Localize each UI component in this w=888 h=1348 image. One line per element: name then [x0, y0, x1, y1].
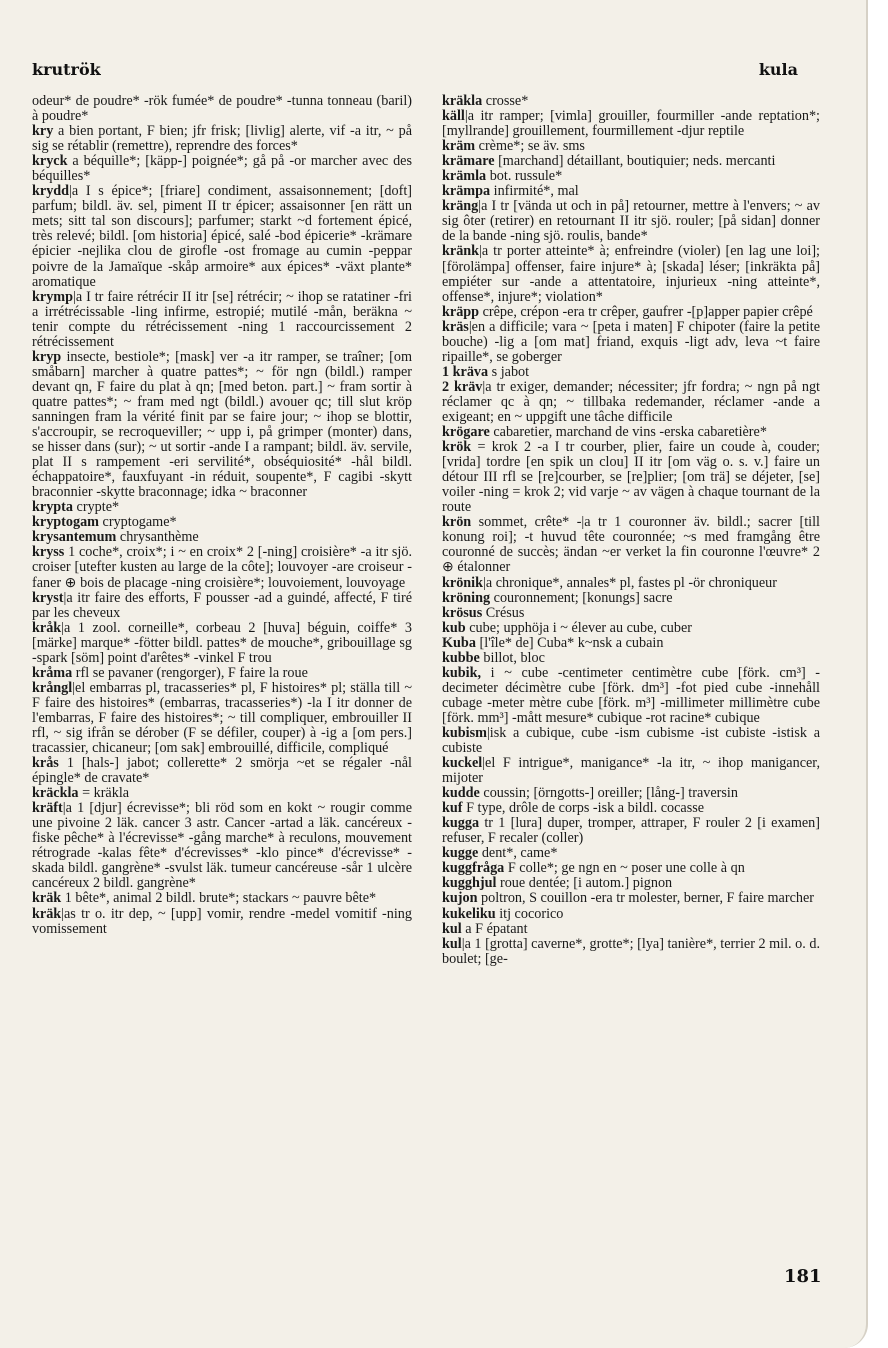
- entry-headword: kräs: [442, 318, 469, 335]
- entry-definition: s jabot: [488, 363, 530, 380]
- entry-headword: 1 kräva: [442, 363, 489, 380]
- dictionary-entry: [442, 861, 820, 876]
- entry-headword: kul: [442, 920, 462, 937]
- entry-definition: dent*, came*: [478, 845, 558, 862]
- entry-headword: kränk: [442, 243, 480, 260]
- entry-definition: crosse*: [482, 93, 529, 109]
- entry-definition: cryptogame*: [99, 514, 177, 531]
- entry-headword: krämla: [442, 168, 487, 185]
- entry-headword: kråk: [32, 619, 62, 636]
- dictionary-entry: [442, 109, 820, 139]
- entry-definition: |a itr faire des efforts, F pousser -ad a guindé, affecté, F tiré par les cheveux: [32, 589, 412, 621]
- entry-headword: krypta: [32, 499, 73, 516]
- entry-headword: krönik: [442, 574, 484, 591]
- page-number: 181: [784, 1266, 822, 1287]
- entry-definition: cube; upphöja i ~ élever au cube, cuber: [465, 619, 692, 636]
- entry-headword: kryptogam: [32, 514, 99, 531]
- entry-headword: krångl: [32, 679, 73, 696]
- entry-headword: krök: [442, 439, 472, 456]
- entry-definition: |en a difficile; vara ~ [peta i maten] F chipoter (faire la petite bouche) -lig a [om mat] friand, exquis -ligt adv, leva ~t faire ripaille*, se goberger: [442, 318, 820, 365]
- entry-headword: kräpp: [442, 303, 480, 320]
- entry-definition: |isk a cubique, cube -ism cubisme -ist cubiste -istisk a cubiste: [442, 724, 820, 757]
- entry-definition: roue dentée; [i autom.] pignon: [496, 875, 673, 892]
- entry-definition: billot, bloc: [479, 649, 545, 666]
- entry-headword: kul: [442, 935, 462, 952]
- dictionary-entry: [442, 816, 820, 846]
- entry-headword: krysantemum: [32, 529, 117, 546]
- entry-definition: |a I s épice*; [friare] condiment, assaisonnement; [doft] parfum; bildl. äv. sel, piment II tr épicer; assaisonner [en rätt un mets; sitt tal son discours]; parfumer; starkt ~d fortement épicé, très relevé; bildl. [om historia] épicé, salé -bod épicerie* -krämare épicier -nejlika clou de girofle -ost fromage au cumin -peppar poivre de la Jamaïque -skåp armoire* aux épices* -växt plante* aromatique: [32, 183, 412, 290]
- dictionary-entry: [32, 786, 412, 801]
- dictionary-entry: [442, 636, 820, 651]
- dictionary-entry: [442, 891, 820, 906]
- dictionary-entry: [442, 801, 820, 816]
- dictionary-entry: [32, 666, 412, 681]
- entry-definition: bot. russule*: [486, 168, 563, 185]
- entry-headword: kudde: [442, 785, 480, 802]
- entry-definition: a F épatant: [461, 920, 528, 937]
- entry-headword: kräk: [32, 905, 62, 922]
- dictionary-entry: [32, 591, 412, 621]
- entry-headword: kuckel: [442, 755, 483, 772]
- entry-definition: 1 [hals-] jabot; collerette* 2 smörja ~et se régaler -nål épingle* de cravate*: [32, 755, 412, 787]
- dictionary-entry: [442, 846, 820, 861]
- entry-headword: krydd: [32, 183, 70, 200]
- entry-headword: 2 kräv: [442, 378, 483, 395]
- entry-definition: i ~ cube -centimeter centimètre cube [förk. cm³] -decimeter décimètre cube [förk. dm³] -fot pied cube -innehåll cubage -meter mètre cube [förk. m³] -millimeter millimètre cube [förk. mm³] -mått mesure* cubique -rot racine* cubique: [442, 664, 820, 726]
- entry-definition: = kräkla: [78, 785, 130, 802]
- dictionary-entry: [32, 545, 412, 590]
- entry-definition: |a I tr [vända ut och in på] retourner, mettre à l'envers; ~ av sig ôter (retirer) en retournant II itr sjö. rouler; [på sidan] donner de la bande -ning sjö. roulis, bande*: [442, 198, 820, 245]
- dictionary-entry: [32, 515, 412, 530]
- entry-definition: |a tr exiger, demander; nécessiter; jfr fordra; ~ ngn på ngt réclamer qc à qn; ~ tillbaka redemander, réclamer -ande a exigeant; en ~ uppgift une tâche difficile: [442, 378, 820, 425]
- right-guide-word: kula: [758, 60, 798, 79]
- entry-headword: Kuba: [442, 634, 476, 651]
- entry-headword: kräkla: [442, 93, 483, 109]
- entry-headword: kugge: [442, 845, 479, 862]
- dictionary-entry: [442, 576, 820, 591]
- entry-headword: kubism: [442, 724, 487, 741]
- left-column: [32, 94, 412, 937]
- entry-headword: kubik,: [442, 664, 482, 681]
- entry-definition: |a chronique*, annales* pl, fastes pl -ör chroniqueur: [483, 574, 777, 591]
- entry-definition: 1 bête*, animal 2 bildl. brute*; stackars ~ pauvre bête*: [61, 890, 377, 907]
- dictionary-entry: [32, 756, 412, 786]
- entry-headword: kråma: [32, 664, 73, 681]
- entry-headword: krögare: [442, 424, 490, 441]
- dictionary-entry: [32, 500, 412, 515]
- dictionary-entry: [442, 425, 820, 440]
- dictionary-entry: [32, 154, 412, 184]
- entry-headword: kryp: [32, 348, 62, 365]
- entry-definition: poltron, S couillon -era tr molester, berner, F faire marcher: [477, 890, 814, 907]
- entry-definition: Crésus: [482, 604, 525, 621]
- entry-definition: |a 1 [djur] écrevisse*; bli röd som en kokt ~ rougir comme une pivoine 2 läk. cancer 3 astr. Cancer -artad a läk. cancéreux -fiske pêche* à l'écrevisse* -gång marche* à reculons, mouvement rétrograde -kalas fête* d'écrevisses* -klo pince* d'écrevisse* -skada bildl. gangrène* -svulst läk. tumeur cancéreuse -sår 1 ulcère cancéreux 2 bildl. gangrène*: [32, 800, 412, 892]
- entry-definition: 1 coche*, croix*; i ~ en croix* 2 [-ning] croisière* -a itr sjö. croiser [utefter kusten au large de la côte]; louvoyer -are croiseur -faner ⊕ bois de placage -ning croisière*; louvoiement, louvoyage: [32, 544, 412, 591]
- entry-definition: insecte, bestiole*; [mask] ver -a itr ramper, se traîner; [om småbarn] marcher à quatre pattes*; ~ för ngn (bildl.) ramper devant qn, F faire du plat à qn; [med beton. part.] ~ fram sortir à quatre pattes*; ~ fram med ngt (bildl.) avouer qc; till slut kröp sanningen fram la vérité finit par se faire jour; ~ ihop se blottir, s'accroupir, se recroqueviller; ~ upp i, på grimper (monter) dans, se hisser dans (sur); ~ ut sortir -ande I a rampant; bildl. äv. servile, plat II s rampement -eri servilité*, obséquiosité* -hål bildl. échappatoire*, fauxfuyant -in réduit, soupente*, F cagibi -skytt braconnier -skytte braconnage; idka ~ braconner: [32, 348, 412, 501]
- entry-headword: kub: [442, 619, 466, 636]
- entry-headword: kryss: [32, 544, 65, 561]
- entry-definition: crypte*: [73, 499, 120, 516]
- dictionary-entry: [442, 786, 820, 801]
- entry-definition: tr 1 [lura] duper, tromper, attraper, F rouler 2 [i examen] refuser, F recaler (coller): [442, 815, 820, 847]
- entry-headword: kugghjul: [442, 875, 497, 892]
- dictionary-entry: [32, 290, 412, 350]
- entry-headword: krås: [32, 755, 59, 772]
- entry-headword: kujon: [442, 890, 478, 907]
- entry-definition: [marchand] détaillant, boutiquier; neds. mercanti: [494, 153, 776, 170]
- dictionary-entry: [32, 350, 412, 500]
- entry-definition: F colle*; ge ngn en ~ poser une colle à qn: [504, 860, 745, 877]
- dictionary-entry: [442, 651, 820, 666]
- entry-headword: krämpa: [442, 183, 491, 200]
- dictionary-entry: [442, 756, 820, 786]
- entry-headword: krämare: [442, 153, 495, 170]
- entry-definition: chrysanthème: [116, 529, 199, 546]
- dictionary-entry: [442, 515, 820, 575]
- entry-headword: kuf: [442, 800, 463, 817]
- dictionary-entry: [32, 530, 412, 545]
- dictionary-entry: [442, 305, 820, 320]
- dictionary-entry: [442, 380, 820, 425]
- entry-definition: |el F intrigue*, manigance* -la itr, ~ ihop manigancer, mijoter: [442, 755, 820, 787]
- entry-headword: kuggfråga: [442, 860, 505, 877]
- dictionary-entry: [442, 365, 820, 380]
- entry-definition: crêpe, crépon -era tr crêper, gaufrer -[p]apper papier crêpé: [479, 303, 813, 320]
- dictionary-entry: [442, 184, 820, 199]
- entry-definition: |a I tr faire rétrécir II itr [se] rétrécir; ~ ihop se ratatiner -fri a irrétrécissable -ling infirme, estropié; mutilé -mån, beräkna ~ tenir compte du rétrécissement -ning 1 raccourcissement 2 rétrécissement: [32, 288, 412, 350]
- entry-definition: [l'île* de] Cuba* k~nsk a cubain: [475, 634, 664, 651]
- dictionary-entry: [442, 621, 820, 636]
- dictionary-entry: [442, 726, 820, 756]
- dictionary-entry: [32, 94, 412, 124]
- entry-headword: käll: [442, 108, 465, 125]
- entry-definition: coussin; [örngotts-] oreiller; [lång-] traversin: [479, 785, 738, 802]
- dictionary-entry: [442, 320, 820, 365]
- entry-headword: kröning: [442, 589, 491, 606]
- entry-definition: |el embarras pl, tracasseries* pl, F histoires* pl; ställa till ~ F faire des histoires* (embarras, tracasseries*) -la I itr donner de l'embarras, F faire des histoires*; ~ till compliquer, embrouiller II rfl, ~ sig ifrån se dérober (F se défiler, couper) à -ig a [om pers.] tracassier, chicaneur; [om sak] embrouillé, difficile, compliqué: [32, 679, 412, 757]
- entry-definition: crème*; se äv. sms: [475, 138, 585, 155]
- dictionary-entry: [32, 681, 412, 756]
- dictionary-entry: [32, 184, 412, 289]
- dictionary-entry: [442, 922, 820, 937]
- left-guide-word: krutrök: [32, 60, 101, 79]
- dictionary-entry: [442, 937, 820, 967]
- entry-definition: |as tr o. itr dep, ~ [upp] vomir, rendre -medel vomitif -ning vomissement: [32, 905, 412, 937]
- dictionary-entry: [442, 907, 820, 922]
- dictionary-entry: [442, 591, 820, 606]
- entry-headword: kryck: [32, 153, 68, 170]
- entry-definition: a bien portant, F bien; jfr frisk; [livlig] alerte, vif -a itr, ~ på sig se rétablir (remettre), reprendre des forces*: [32, 123, 412, 155]
- entry-definition: cabaretier, marchand de vins -erska cabaretière*: [489, 424, 767, 441]
- entry-headword: krymp: [32, 288, 73, 305]
- entry-headword: kugga: [442, 815, 480, 832]
- right-column: [442, 94, 820, 967]
- entry-headword: kubbe: [442, 649, 480, 666]
- entry-definition: infirmité*, mal: [490, 183, 579, 200]
- dictionary-entry: [442, 440, 820, 515]
- entry-definition: sommet, crête* -|a tr 1 couronner äv. bildl.; sacrer [till konung roi]; -t huvud tête couronnée; ~s med framgång être couronné de succès; ändan ~er verket la fin couronne l'œuvre* 2 ⊕ étalonner: [442, 514, 820, 576]
- dictionary-entry: [442, 94, 820, 109]
- entry-headword: kräk: [32, 890, 62, 907]
- entry-definition: couronnement; [konungs] sacre: [490, 589, 673, 606]
- dictionary-entry: [442, 169, 820, 184]
- entry-definition: odeur* de poudre* -rök fumée* de poudre* -tunna tonneau (baril) à poudre*: [32, 93, 412, 125]
- entry-headword: kryst: [32, 589, 64, 606]
- dictionary-entry: [442, 154, 820, 169]
- entry-definition: |a 1 [grotta] caverne*, grotte*; [lya] tanière*, terrier 2 mil. o. d. boulet; [ge-: [442, 935, 820, 967]
- dictionary-entry: [442, 606, 820, 621]
- entry-definition: F type, drôle de corps -isk a bildl. cocasse: [462, 800, 705, 817]
- entry-headword: kräng: [442, 198, 479, 215]
- entry-definition: |a itr ramper; [vimla] grouiller, fourmiller -ande reptation*; [myllrande] grouillement, fourmillement -djur reptile: [442, 108, 820, 140]
- entry-headword: krösus: [442, 604, 483, 621]
- entry-headword: krön: [442, 514, 472, 531]
- dictionary-entry: [442, 666, 820, 726]
- entry-definition: = krok 2 -a I tr courber, plier, faire un coude à, couder; [vrida] tordre [en spik un clou] II itr [om väg o. s. v.] faire un détour III rfl se [re]courber, se [re]plier; [om trä] se déjeter, [se] voiler -ning = krok 2; vid varje ~ av vägen à chaque tournant de la route: [442, 439, 820, 516]
- entry-headword: kräckla: [32, 785, 79, 802]
- dictionary-entry: [32, 124, 412, 154]
- entry-definition: |a tr porter atteinte* à; enfreindre (violer) [en lag une loi]; [förolämpa] offenser, faire injure* à; [skada] léser; [inkräkta på] empiéter sur -ande a attentatoire, injurieux -ning atteinte*, offense*, injure*; violation*: [442, 243, 820, 305]
- entry-definition: |a 1 zool. corneille*, corbeau 2 [huva] béguin, coiffe* 3 [märke] marque* -fötter bildl. pattes* de mouche*, gribouillage sg -spark [söm] point d'arêtes* -vinkel F trou: [32, 619, 412, 666]
- dictionary-entry: [442, 199, 820, 244]
- page-header: [32, 60, 798, 79]
- entry-definition: rfl se pavaner (rengorger), F faire la roue: [72, 664, 308, 681]
- entry-headword: kukeliku: [442, 905, 496, 922]
- entry-definition: itj cocorico: [495, 905, 564, 922]
- dictionary-entry: [442, 876, 820, 891]
- entry-headword: kräft: [32, 800, 63, 817]
- entry-definition: a béquille*; [käpp-] poignée*; gå på -or marcher avec des béquilles*: [32, 153, 412, 185]
- dictionary-entry: [442, 139, 820, 154]
- entry-headword: kräm: [442, 138, 476, 155]
- entry-headword: kry: [32, 123, 54, 140]
- dictionary-entry: [32, 907, 412, 937]
- dictionary-entry: [32, 801, 412, 891]
- dictionary-entry: [32, 621, 412, 666]
- dictionary-entry: [32, 891, 412, 906]
- dictionary-entry: [442, 244, 820, 304]
